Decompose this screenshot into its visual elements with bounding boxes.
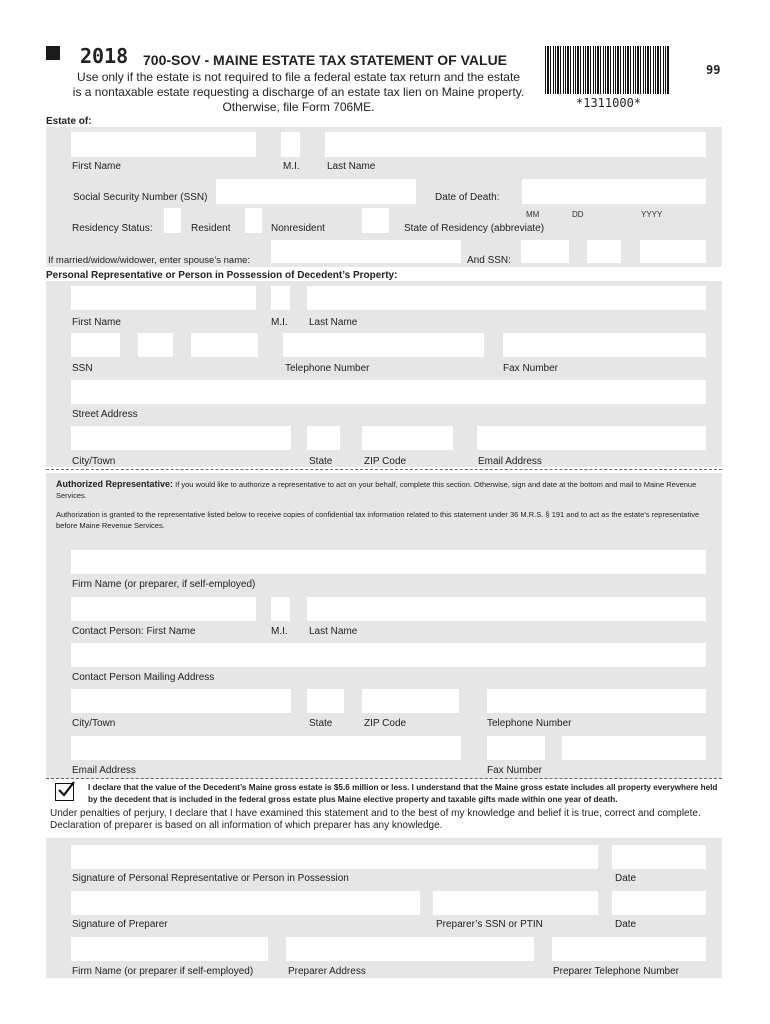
preparer-ssn-field[interactable] (433, 891, 598, 915)
residency-status-label: Residency Status: (72, 223, 153, 234)
estate-mi-label: M.I. (283, 161, 300, 172)
auth-fax-field-2[interactable] (562, 736, 706, 760)
rep-fax-label: Fax Number (503, 363, 559, 374)
rep-city-field[interactable] (71, 426, 291, 450)
spouse-ssn-label: And SSN: (467, 255, 511, 266)
auth-last-name-field[interactable] (307, 597, 706, 621)
resident-label: Resident (191, 223, 231, 234)
spouse-ssn-field-1[interactable] (521, 240, 569, 263)
auth-fax-label: Fax Number (487, 765, 543, 776)
auth-firm-name-field[interactable] (71, 550, 706, 574)
auth-last-name-label: Last Name (309, 626, 358, 637)
date-1-field[interactable] (612, 845, 706, 869)
sig-preparer-label: Signature of Preparer (72, 919, 168, 930)
estate-ssn-label: Social Security Number (SSN) (73, 192, 208, 203)
rep-telephone-field[interactable] (283, 333, 484, 357)
auth-zip-field[interactable] (362, 689, 459, 713)
spouse-name-label: If married/widow/widower, enter spouse’s name: (48, 255, 251, 266)
form-instructions (46, 70, 551, 115)
date-of-death-label: Date of Death: (435, 192, 500, 203)
rep-ssn-label: SSN (72, 363, 93, 374)
rep-street-label: Street Address (72, 409, 138, 420)
estate-first-name-field[interactable] (71, 132, 256, 157)
estate-last-name-label: Last Name (327, 161, 376, 172)
rep-mi-label: M.I. (271, 317, 288, 328)
rep-first-name-label: First Name (72, 317, 121, 328)
rep-email-field[interactable] (477, 426, 706, 450)
estate-mi-field[interactable] (281, 132, 300, 157)
auth-mi-field[interactable] (271, 597, 290, 621)
preparer-address-field[interactable] (286, 937, 534, 961)
preparer-phone-label: Preparer Telephone Number (553, 966, 680, 977)
instruction-line-3: Otherwise, file Form 706ME. (222, 100, 375, 114)
rep-state-field[interactable] (307, 426, 340, 450)
perjury-text: Under penalties of perjury, I declare that I have examined this statement and to the best of my knowledge and belief it is true, correct and complete. Declaration of preparer is based on all information of which preparer has any knowledge. (50, 808, 701, 831)
spouse-ssn-field-3[interactable] (640, 240, 706, 263)
auth-state-field[interactable] (307, 689, 344, 713)
authorized-text-1: If you would like to authorize a representative to act on your behalf, complete this section. Otherwise, sign and date at the bottom and mail to Maine Revenue Services. (56, 480, 697, 500)
instruction-line-1: Use only if the estate is not required to file a federal estate tax return and the estate (77, 70, 520, 84)
sig-rep-label: Signature of Personal Representative or Person in Possession (72, 873, 349, 884)
date-2-label: Date (615, 919, 637, 930)
barcode-text: *1311000* (576, 96, 642, 110)
auth-first-name-label: Contact Person: First Name (72, 626, 196, 637)
section-divider (46, 469, 722, 470)
auth-state-label: State (309, 718, 333, 729)
authorized-intro (56, 479, 718, 501)
estate-heading: Estate of: (46, 116, 92, 127)
representative-heading: Personal Representative or Person in Possession of Decedent’s Property: (46, 270, 398, 281)
form-title: 700-SOV - MAINE ESTATE TAX STATEMENT OF VALUE (143, 52, 508, 68)
preparer-phone-field[interactable] (552, 937, 706, 961)
rep-zip-field[interactable] (362, 426, 453, 450)
section-divider-2 (46, 778, 722, 779)
authorized-heading: Authorized Representative: (56, 479, 174, 489)
estate-first-name-label: First Name (72, 161, 121, 172)
declaration-checkbox[interactable] (55, 783, 74, 801)
dd-label: DD (572, 210, 584, 219)
estate-ssn-field[interactable] (216, 179, 416, 204)
rep-street-field[interactable] (71, 380, 706, 404)
state-of-residency-label: State of Residency (abbreviate) (404, 223, 545, 234)
rep-state-label: State (309, 456, 333, 467)
nonresident-checkbox[interactable] (245, 208, 262, 233)
state-of-residency-field[interactable] (362, 208, 389, 233)
auth-city-label: City/Town (72, 718, 116, 729)
rep-ssn-field-2[interactable] (138, 333, 173, 357)
rep-city-label: City/Town (72, 456, 116, 467)
firm-name-label: Firm Name (or preparer if self-employed) (72, 966, 254, 977)
estate-last-name-field[interactable] (325, 132, 706, 157)
registration-mark-top-left (46, 46, 60, 60)
spouse-name-field[interactable] (271, 240, 461, 263)
authorized-text-2: Authorization is granted to the representative listed below to receive copies of confidential tax information related to this statement under 36 M.R.S. § 191 and to act as the estate’s representative before Maine Revenue Services. (56, 510, 700, 530)
form-year: 2018 (80, 44, 129, 68)
auth-telephone-field[interactable] (487, 689, 706, 713)
resident-checkbox[interactable] (164, 208, 181, 233)
instruction-line-2: is a nontaxable estate requesting a discharge of an estate tax lien on Maine property. (72, 85, 525, 99)
declaration-checkbox-text: I declare that the value of the Decedent’s Maine gross estate is $5.6 million or less. I understand that the Maine gross estate includes all property everywhere held by the decedent that is included in the federal gross estate plus Maine elective property and taxable gifts made within one year of death. (88, 783, 718, 804)
date-of-death-field[interactable] (522, 179, 706, 204)
checkmark-icon (56, 780, 76, 798)
date-1-label: Date (615, 873, 637, 884)
rep-zip-label: ZIP Code (364, 456, 407, 467)
nonresident-label: Nonresident (271, 223, 325, 234)
auth-zip-label: ZIP Code (364, 718, 407, 729)
rep-ssn-field-1[interactable] (71, 333, 120, 357)
rep-first-name-field[interactable] (71, 286, 256, 310)
auth-firm-name-label: Firm Name (or preparer, if self-employed) (72, 579, 256, 590)
form-code: 99 (706, 63, 721, 77)
auth-city-field[interactable] (71, 689, 291, 713)
rep-last-name-label: Last Name (309, 317, 358, 328)
preparer-ssn-label: Preparer’s SSN or PTIN (436, 919, 543, 930)
rep-mi-field[interactable] (271, 286, 290, 310)
auth-mailing-address-field[interactable] (71, 643, 706, 667)
barcode (545, 46, 669, 94)
rep-last-name-field[interactable] (307, 286, 706, 310)
rep-telephone-label: Telephone Number (285, 363, 370, 374)
rep-fax-field[interactable] (503, 333, 706, 357)
auth-mi-label: M.I. (271, 626, 288, 637)
sig-preparer-field[interactable] (71, 891, 420, 915)
auth-first-name-field[interactable] (71, 597, 256, 621)
yyyy-label: YYYY (641, 210, 663, 219)
auth-email-field[interactable] (71, 736, 461, 760)
preparer-address-label: Preparer Address (288, 966, 366, 977)
auth-email-label: Email Address (72, 765, 136, 776)
firm-name-field[interactable] (71, 937, 268, 961)
mm-label: MM (526, 210, 540, 219)
auth-mailing-address-label: Contact Person Mailing Address (72, 672, 215, 683)
sig-rep-field[interactable] (71, 845, 598, 869)
auth-fax-field-1[interactable] (487, 736, 545, 760)
auth-telephone-label: Telephone Number (487, 718, 572, 729)
rep-email-label: Email Address (478, 456, 542, 467)
spouse-ssn-field-2[interactable] (587, 240, 621, 263)
date-2-field[interactable] (612, 891, 706, 915)
rep-ssn-field-3[interactable] (191, 333, 258, 357)
